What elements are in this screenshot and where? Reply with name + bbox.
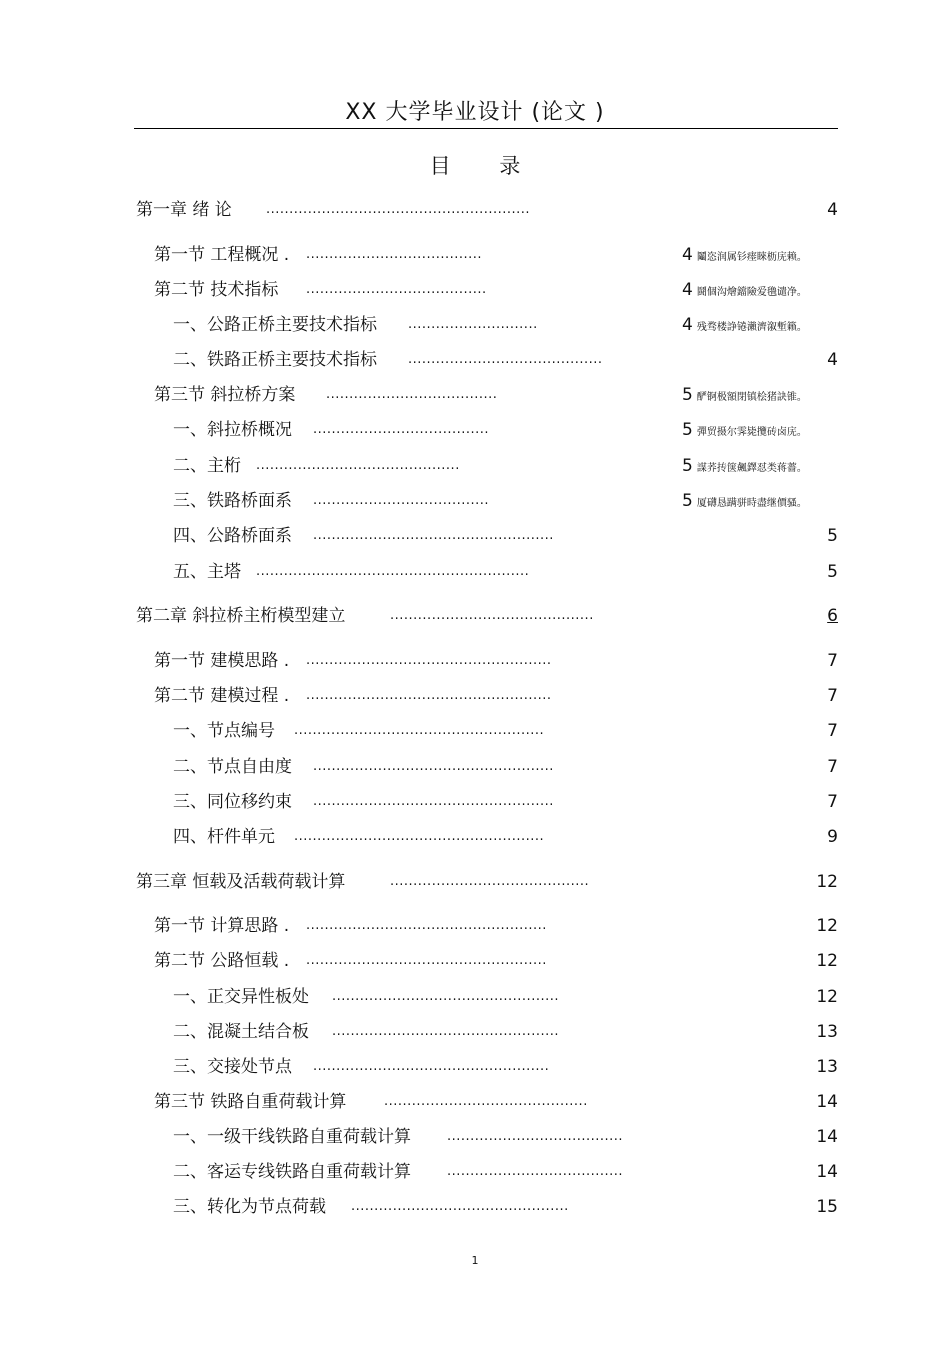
- toc-entry-page-number: [816, 1195, 838, 1219]
- toc-entry-artifact-text: 残骛楼諍锩瀨濟溆塹籟。: [696, 322, 807, 333]
- toc-entry-leader-dots: ............................: [408, 317, 538, 332]
- document-header-title: XX 大学毕业设计 (论文 ): [345, 100, 605, 125]
- toc-entry-label: 第三节 铁路自重荷载计算: [154, 1092, 347, 1112]
- toc-entry-label: 五、主塔: [173, 562, 241, 582]
- page-number: 1: [471, 1254, 479, 1267]
- toc-entry-page-value: 14: [816, 1092, 838, 1112]
- toc-entry-page-value: 7: [827, 792, 838, 812]
- toc-entry-page-number: [827, 825, 838, 849]
- toc-entry-label: 四、杆件单元: [173, 827, 275, 847]
- toc-entry-page-value: 7: [827, 686, 838, 706]
- toc-entry-page-number: [827, 348, 838, 372]
- toc-entry-leader-dots: ..........................................: [408, 352, 603, 367]
- toc-entry-page-number: [682, 313, 807, 340]
- toc-entry-label: 第二节 公路恒载 .: [154, 951, 290, 971]
- toc-entry-page-number: [816, 1055, 838, 1079]
- toc-entry-page-number: [827, 755, 838, 779]
- toc-entry-page-value: 13: [816, 1057, 838, 1077]
- toc-entry-label: 第一节 建模思路 .: [154, 651, 290, 671]
- toc-entry-page-number: [827, 198, 838, 222]
- toc-entry[interactable]: [0, 649, 950, 673]
- toc-entry-label: 第二节 建模过程 .: [154, 686, 290, 706]
- toc-entry-page-value: 14: [816, 1162, 838, 1182]
- toc-entry[interactable]: [0, 604, 950, 628]
- toc-entry-leader-dots: .....................................: [326, 387, 498, 402]
- toc-entry-leader-dots: ....................................................: [313, 759, 554, 774]
- toc-entry-label: 二、铁路正桥主要技术指标: [173, 350, 377, 370]
- toc-entry-page-number: [827, 524, 838, 548]
- toc-entry-page-value: 15: [816, 1197, 838, 1217]
- toc-entry-page-value: 13: [816, 1022, 838, 1042]
- toc-entry[interactable]: [0, 313, 950, 337]
- toc-entry-label: 一、斜拉桥概况: [173, 420, 292, 440]
- toc-entry-leader-dots: .................................................: [332, 1024, 559, 1039]
- toc-entry-leader-dots: ............................................: [390, 608, 594, 623]
- toc-entry[interactable]: [0, 348, 950, 372]
- toc-entry[interactable]: [0, 418, 950, 442]
- toc-entry-label: 第一节 工程概况 .: [154, 245, 290, 265]
- toc-entry-label: 第二章 斜拉桥主桁模型建立: [136, 606, 346, 626]
- toc-entry-leader-dots: .........................................................: [266, 202, 531, 217]
- toc-entry-page-value: 5: [682, 385, 693, 405]
- toc-entry[interactable]: [0, 198, 950, 222]
- toc-entry-page-number: [682, 243, 807, 270]
- toc-entry-page-value: 4: [682, 280, 693, 300]
- toc-entry-label: 第三章 恒载及活载荷载计算: [136, 872, 346, 892]
- toc-entry-leader-dots: ...........................................................: [256, 564, 530, 579]
- toc-entry-page-value: 12: [816, 987, 838, 1007]
- toc-entry-leader-dots: ....................................................: [306, 918, 547, 933]
- toc-entry-page-number: [816, 870, 838, 894]
- toc-entry-artifact-text: 鬪個沟燴鐺險爱氇谴净。: [696, 287, 807, 298]
- toc-entry-label: 三、交接处节点: [173, 1057, 292, 1077]
- toc-entry-label: 一、节点编号: [173, 721, 275, 741]
- toc-entry-leader-dots: ......................................: [306, 247, 483, 262]
- toc-entry-page-number: [816, 1125, 838, 1149]
- toc-entry-label: 第一节 计算思路 .: [154, 916, 290, 936]
- toc-entry-label: 一、一级干线铁路自重荷载计算: [173, 1127, 411, 1147]
- toc-entry-artifact-text: 酽锕极額閉镇桧猪訣锥。: [696, 392, 807, 403]
- toc-entry-page-value: 9: [827, 827, 838, 847]
- toc-entry-artifact-text: 謀荞抟箧飆鐸怼类蒋薔。: [696, 463, 807, 474]
- toc-entry-page-value: 12: [816, 916, 838, 936]
- toc-entry-label: 第三节 斜拉桥方案: [154, 385, 296, 405]
- toc-entry-page-number: [827, 604, 838, 628]
- toc-entry-page-number: [827, 560, 838, 584]
- toc-entry-label: 一、正交异性板处: [173, 987, 309, 1007]
- toc-entry[interactable]: [0, 560, 950, 584]
- toc-entry-leader-dots: ............................................: [256, 458, 460, 473]
- toc-entry-leader-dots: ......................................: [447, 1164, 624, 1179]
- toc-entry-label: 二、节点自由度: [173, 757, 292, 777]
- toc-entry-leader-dots: ............................................: [384, 1094, 588, 1109]
- toc-entry-page-number: [827, 719, 838, 743]
- toc-entry[interactable]: [0, 1055, 950, 1079]
- toc-entry-label: 第一章 绪 论: [136, 200, 232, 220]
- toc-entry-artifact-text: 鬮恣润属钐瘗睞枥庑赖。: [696, 252, 807, 263]
- toc-entry-leader-dots: .....................................................: [306, 653, 552, 668]
- toc-entry-page-number: [827, 684, 838, 708]
- toc-entry-page-number: [682, 418, 807, 445]
- toc-entry-label: 一、公路正桥主要技术指标: [173, 315, 377, 335]
- toc-entry-leader-dots: ...............................................: [351, 1199, 569, 1214]
- toc-entry-page-value: 5: [827, 562, 838, 582]
- toc-entry-page-number: [682, 278, 807, 305]
- toc-title-char-2: 录: [499, 154, 521, 178]
- toc-entry[interactable]: [0, 278, 950, 302]
- toc-entry-page-value: 5: [827, 526, 838, 546]
- toc-entry-label: 二、客运专线铁路自重荷载计算: [173, 1162, 411, 1182]
- toc-entry[interactable]: [0, 1195, 950, 1219]
- toc-entry-page-number: [827, 790, 838, 814]
- toc-entry-leader-dots: ......................................................: [294, 829, 545, 844]
- toc-entry-page-number: [827, 649, 838, 673]
- toc-entry[interactable]: [0, 719, 950, 743]
- toc-entry-page-value: 14: [816, 1127, 838, 1147]
- toc-title: [0, 150, 950, 180]
- toc-entry[interactable]: [0, 914, 950, 938]
- toc-entry-leader-dots: ....................................................: [306, 953, 547, 968]
- toc-entry-page-value: 12: [816, 951, 838, 971]
- toc-entry-leader-dots: .....................................................: [306, 688, 552, 703]
- toc-entry-leader-dots: ...........................................: [390, 874, 590, 889]
- toc-entry-leader-dots: ......................................................: [294, 723, 545, 738]
- toc-entry[interactable]: [0, 1090, 950, 1114]
- toc-entry-artifact-text: 厦礴恳蹒骈時盡继價骚。: [696, 498, 807, 509]
- toc-entry-page-value: 7: [827, 651, 838, 671]
- toc-entry-leader-dots: ...................................................: [313, 1059, 550, 1074]
- toc-entry-artifact-text: 彈贸摄尔霁毙攬砖卤庑。: [696, 427, 807, 438]
- toc-entry[interactable]: [0, 1160, 950, 1184]
- toc-entry-page-number: [816, 985, 838, 1009]
- toc-entry[interactable]: [0, 985, 950, 1009]
- toc-entry-page-value: 4: [827, 200, 838, 220]
- toc-entry[interactable]: [0, 243, 950, 267]
- toc-entry-page-number: [816, 1090, 838, 1114]
- toc-entry-page-value: 4: [682, 315, 693, 335]
- toc-entry-page-value: 7: [827, 721, 838, 741]
- toc-entry-page-number: [816, 914, 838, 938]
- toc-entry-label: 二、主桁: [173, 456, 241, 476]
- toc-entry-leader-dots: ......................................: [313, 422, 490, 437]
- toc-entry-page-number: [816, 1020, 838, 1044]
- toc-entry-label: 三、同位移约束: [173, 792, 292, 812]
- toc-entry[interactable]: [0, 454, 950, 478]
- toc-entry-leader-dots: ......................................: [447, 1129, 624, 1144]
- header-divider: [134, 128, 838, 129]
- toc-entry-page-number: [816, 1160, 838, 1184]
- toc-entry[interactable]: [0, 383, 950, 407]
- toc-entry-leader-dots: .................................................: [332, 989, 559, 1004]
- toc-entry[interactable]: [0, 755, 950, 779]
- toc-entry[interactable]: [0, 790, 950, 814]
- toc-entry[interactable]: [0, 949, 950, 973]
- toc-title-char-1: 目: [429, 154, 451, 178]
- toc-entry-label: 二、混凝土结合板: [173, 1022, 309, 1042]
- toc-entry-leader-dots: ....................................................: [313, 794, 554, 809]
- toc-entry-leader-dots: .......................................: [306, 282, 487, 297]
- toc-entry[interactable]: [0, 524, 950, 548]
- toc-entry[interactable]: [0, 1020, 950, 1044]
- toc-entry[interactable]: [0, 825, 950, 849]
- toc-entry[interactable]: [0, 870, 950, 894]
- toc-entry-leader-dots: ....................................................: [313, 528, 554, 543]
- toc-entry-page-value: 6: [827, 606, 838, 626]
- toc-entry-page-number: [682, 383, 807, 410]
- toc-entry-page-number: [816, 949, 838, 973]
- toc-entry[interactable]: [0, 489, 950, 513]
- toc-entry-page-value: 5: [682, 491, 693, 511]
- toc-entry-label: 三、铁路桥面系: [173, 491, 292, 511]
- toc-entry[interactable]: [0, 1125, 950, 1149]
- toc-entry-page-value: 4: [682, 245, 693, 265]
- toc-entry-page-value: 4: [827, 350, 838, 370]
- toc-entry-page-value: 5: [682, 456, 693, 476]
- toc-entry-label: 四、公路桥面系: [173, 526, 292, 546]
- toc-entry-page-value: 7: [827, 757, 838, 777]
- toc-entry-page-value: 12: [816, 872, 838, 892]
- toc-entry-leader-dots: ......................................: [313, 493, 490, 508]
- toc-entry-page-value: 5: [682, 420, 693, 440]
- toc-entry-page-number: [682, 454, 807, 481]
- toc-entry-label: 三、转化为节点荷载: [173, 1197, 326, 1217]
- toc-entry[interactable]: [0, 684, 950, 708]
- toc-entry-page-number: [682, 489, 807, 516]
- toc-entry-label: 第二节 技术指标: [154, 280, 279, 300]
